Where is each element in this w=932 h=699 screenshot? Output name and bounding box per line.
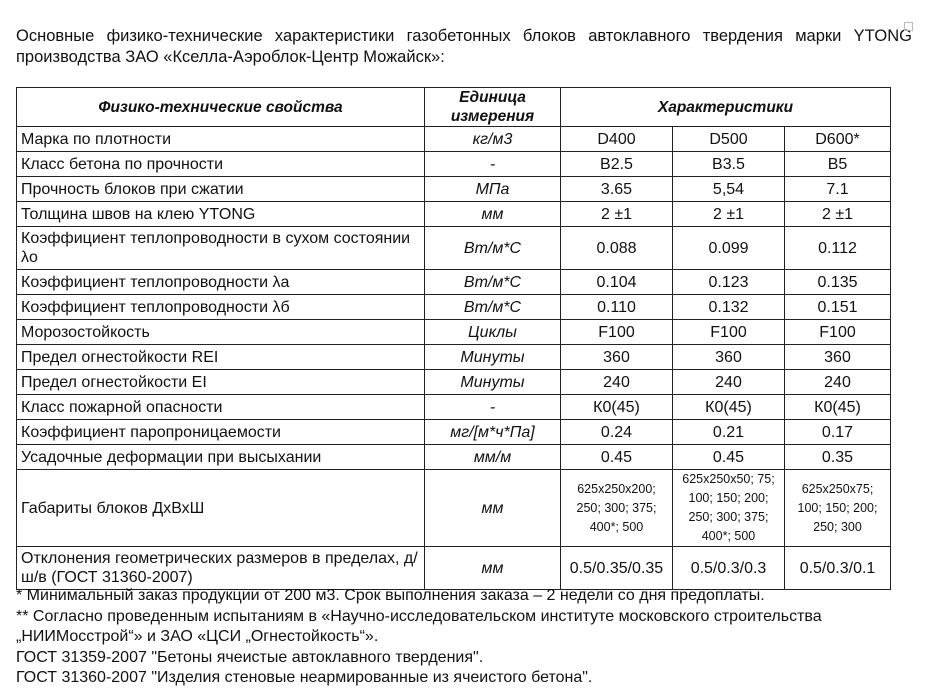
value-cell: 7.1 xyxy=(785,177,891,202)
property-cell: Класс пожарной опасности xyxy=(17,395,425,420)
unit-cell: Минуты xyxy=(425,345,561,370)
value-cell: 0.110 xyxy=(561,295,673,320)
characteristics-table xyxy=(16,87,891,590)
property-cell: Марка по плотности xyxy=(17,127,425,152)
table-row xyxy=(17,370,891,395)
value-cell: 625x250x75; 100; 150; 200; 250; 300 xyxy=(785,470,891,547)
unit-cell: - xyxy=(425,395,561,420)
unit-cell: мг/[м*ч*Па] xyxy=(425,420,561,445)
value-cell: D500 xyxy=(673,127,785,152)
table-row xyxy=(17,470,891,547)
unit-cell: мм xyxy=(425,202,561,227)
intro-paragraph: Основные физико-технические характеристики газобетонных блоков автоклавного твердения марки YTONG производства ЗАО «Кселла-Аэроблок-Центр Можайск»: xyxy=(16,27,912,66)
value-cell: F100 xyxy=(673,320,785,345)
value-cell: 0.35 xyxy=(785,445,891,470)
value-cell: 0.088 xyxy=(561,227,673,270)
value-cell: К0(45) xyxy=(561,395,673,420)
property-cell: Коэффициент теплопроводности λa xyxy=(17,270,425,295)
unit-cell: мм xyxy=(425,470,561,547)
value-cell: B5 xyxy=(785,152,891,177)
property-cell: Коэффициент теплопроводности λб xyxy=(17,295,425,320)
table-row xyxy=(17,547,891,590)
property-cell: Отклонения геометрических размеров в пределах, д/ш/в (ГОСТ 31360-2007) xyxy=(17,547,425,590)
table-row xyxy=(17,345,891,370)
unit-cell: мм/м xyxy=(425,445,561,470)
unit-cell: Циклы xyxy=(425,320,561,345)
value-cell: 0.132 xyxy=(673,295,785,320)
unit-cell: Минуты xyxy=(425,370,561,395)
footnotes xyxy=(16,586,916,689)
value-cell: 240 xyxy=(561,370,673,395)
value-cell: 0.5/0.35/0.35 xyxy=(561,547,673,590)
value-cell: 360 xyxy=(673,345,785,370)
value-cell: 5,54 xyxy=(673,177,785,202)
unit-cell: МПа xyxy=(425,177,561,202)
value-cell: 0.104 xyxy=(561,270,673,295)
value-cell: К0(45) xyxy=(785,395,891,420)
value-cell: 2 ±1 xyxy=(561,202,673,227)
table-row xyxy=(17,295,891,320)
value-cell: 0.45 xyxy=(673,445,785,470)
unit-cell: Вт/м*С xyxy=(425,270,561,295)
value-cell: 0.5/0.3/0.1 xyxy=(785,547,891,590)
table-row xyxy=(17,395,891,420)
value-cell: 0.135 xyxy=(785,270,891,295)
header-values: Характеристики xyxy=(561,88,891,127)
value-cell: F100 xyxy=(561,320,673,345)
table-row xyxy=(17,202,891,227)
value-cell: B2.5 xyxy=(561,152,673,177)
table-row xyxy=(17,445,891,470)
value-cell: 0.5/0.3/0.3 xyxy=(673,547,785,590)
unit-cell: Вт/м*С xyxy=(425,295,561,320)
value-cell: 240 xyxy=(785,370,891,395)
value-cell: 3.65 xyxy=(561,177,673,202)
table-row xyxy=(17,227,891,270)
value-cell: 0.112 xyxy=(785,227,891,270)
value-cell: 0.24 xyxy=(561,420,673,445)
value-cell: 2 ±1 xyxy=(673,202,785,227)
footnote-line: ** Согласно проведенным испытаниям в «Научно-исследовательском институте московского строительства xyxy=(16,607,822,625)
footnote-line: * Минимальный заказ продукции от 200 м3. Срок выполнения заказа – 2 недели со дня предоплаты. xyxy=(16,587,765,604)
value-cell: D400 xyxy=(561,127,673,152)
value-cell: 2 ±1 xyxy=(785,202,891,227)
resize-handle-icon xyxy=(904,22,913,31)
unit-cell: кг/м3 xyxy=(425,127,561,152)
property-cell: Коэффициент паропроницаемости xyxy=(17,420,425,445)
header-unit: Единица измерения xyxy=(425,88,561,127)
property-cell: Морозостойкость xyxy=(17,320,425,345)
table-row xyxy=(17,320,891,345)
property-cell: Толщина швов на клею YTONG xyxy=(17,202,425,227)
property-cell: Предел огнестойкости REI xyxy=(17,345,425,370)
value-cell: 0.21 xyxy=(673,420,785,445)
value-cell: 360 xyxy=(785,345,891,370)
value-cell: 625x250x50; 75; 100; 150; 200; 250; 300; 375; 400*; 500 xyxy=(673,470,785,547)
footnote-line: „НИИМосстрой“» и ЗАО «ЦСИ „Огнестойкость“». xyxy=(16,628,379,645)
value-cell: D600* xyxy=(785,127,891,152)
value-cell: К0(45) xyxy=(673,395,785,420)
header-property: Физико-технические свойства xyxy=(17,88,425,127)
value-cell: 0.123 xyxy=(673,270,785,295)
unit-cell: мм xyxy=(425,547,561,590)
table-row xyxy=(17,177,891,202)
value-cell: 360 xyxy=(561,345,673,370)
property-cell: Габариты блоков ДхВхШ xyxy=(17,470,425,547)
footnote-line: ГОСТ 31360-2007 "Изделия стеновые неармированные из ячеистого бетона". xyxy=(16,669,593,686)
value-cell: F100 xyxy=(785,320,891,345)
table-header-row xyxy=(17,88,891,127)
footnote-line: ГОСТ 31359-2007 "Бетоны ячеистые автоклавного твердения". xyxy=(16,648,484,666)
property-cell: Предел огнестойкости EI xyxy=(17,370,425,395)
property-cell: Прочность блоков при сжатии xyxy=(17,177,425,202)
value-cell: 240 xyxy=(673,370,785,395)
table-row xyxy=(17,152,891,177)
unit-cell: - xyxy=(425,152,561,177)
property-cell: Коэффициент теплопроводности в сухом состоянии λo xyxy=(17,227,425,270)
unit-cell: Вт/м*С xyxy=(425,227,561,270)
value-cell: 0.151 xyxy=(785,295,891,320)
property-cell: Усадочные деформации при высыхании xyxy=(17,445,425,470)
value-cell: 625x250x200; 250; 300; 375; 400*; 500 xyxy=(561,470,673,547)
table-row xyxy=(17,270,891,295)
value-cell: B3.5 xyxy=(673,152,785,177)
value-cell: 0.17 xyxy=(785,420,891,445)
property-cell: Класс бетона по прочности xyxy=(17,152,425,177)
table-row xyxy=(17,420,891,445)
value-cell: 0.45 xyxy=(561,445,673,470)
value-cell: 0.099 xyxy=(673,227,785,270)
table-row xyxy=(17,127,891,152)
